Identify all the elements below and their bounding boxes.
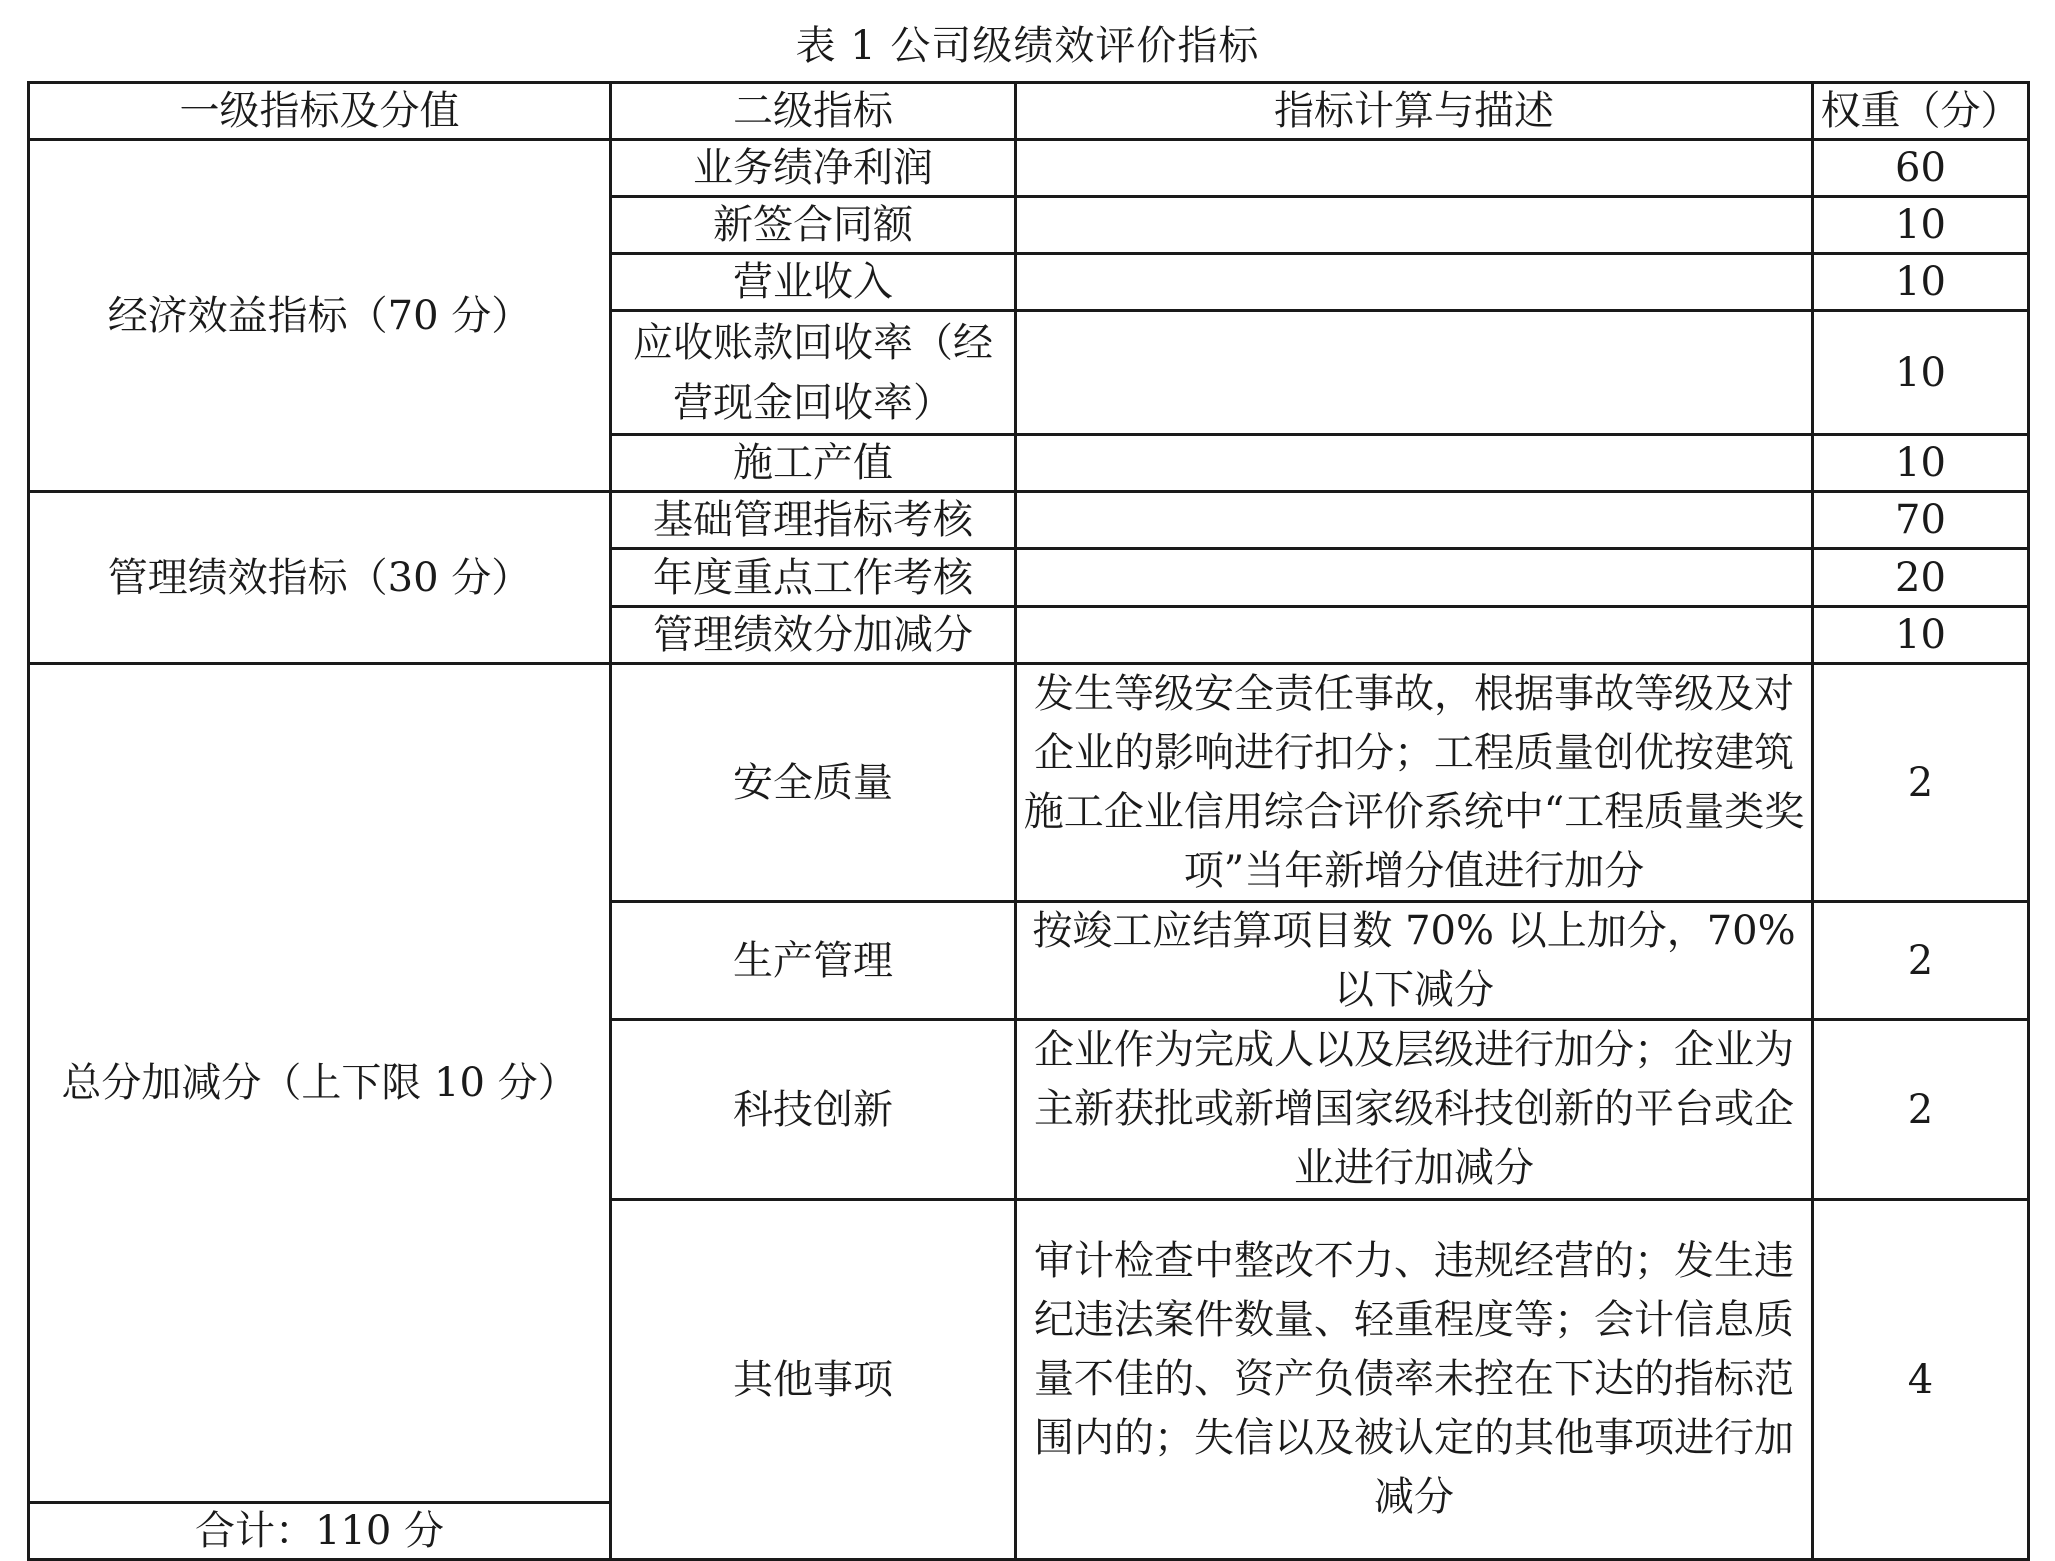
table-row-5-name: 基础管理指标考核 <box>609 490 1017 550</box>
table-row-5-description <box>1014 490 1814 550</box>
header-description: 指标计算与描述 <box>1014 81 1814 141</box>
table-row-3-name: 应收账款回收率（经营现金回收率） <box>609 309 1017 436</box>
table-row-8-description: 发生等级安全责任事故，根据事故等级及对企业的影响进行扣分；工程质量创优按建筑施工企业信用综合评价系统中“工程质量类奖项”当年新增分值进行加分 <box>1014 662 1814 903</box>
table-row-11-name: 其他事项 <box>609 1198 1017 1561</box>
table-row-2-name: 营业收入 <box>609 252 1017 312</box>
table-row-0-name: 业务绩净利润 <box>609 138 1017 198</box>
table-row-2-description <box>1014 252 1814 312</box>
table-row-7-description <box>1014 605 1814 665</box>
table-row-7-name: 管理绩效分加减分 <box>609 605 1017 665</box>
table-row-5-weight: 70 <box>1811 490 2030 550</box>
table-row-7-weight: 10 <box>1811 605 2030 665</box>
table-row-1-name: 新签合同额 <box>609 195 1017 255</box>
header-level1: 一级指标及分值 <box>27 81 612 141</box>
table-row-1-weight: 10 <box>1811 195 2030 255</box>
group-adjustment: 总分加减分（上下限 10 分） <box>27 662 612 1504</box>
table-row-9-description: 按竣工应结算项目数 70% 以上加分，70% 以下减分 <box>1014 900 1814 1021</box>
table-row-10-description: 企业作为完成人以及层级进行加分；企业为主新获批或新增国家级科技创新的平台或企业进行加减分 <box>1014 1018 1814 1201</box>
table-caption: 表 1 公司级绩效评价指标 <box>795 23 1260 69</box>
table-row-9-weight: 2 <box>1811 900 2030 1021</box>
table-row-4-description <box>1014 433 1814 493</box>
group-management: 管理绩效指标（30 分） <box>27 490 612 665</box>
table-row-1-description <box>1014 195 1814 255</box>
table-row-3-description <box>1014 309 1814 436</box>
table-row-3-weight: 10 <box>1811 309 2030 436</box>
header-weight: 权重（分） <box>1811 81 2030 141</box>
header-level2: 二级指标 <box>609 81 1017 141</box>
table-row-4-name: 施工产值 <box>609 433 1017 493</box>
group-total: 合计：110 分 <box>27 1501 612 1561</box>
table-row-4-weight: 10 <box>1811 433 2030 493</box>
table-row-11-description: 审计检查中整改不力、违规经营的；发生违纪违法案件数量、轻重程度等；会计信息质量不佳的、资产负债率未控在下达的指标范围内的；失信以及被认定的其他事项进行加减分 <box>1014 1198 1814 1561</box>
table-row-8-name: 安全质量 <box>609 662 1017 903</box>
table-row-10-name: 科技创新 <box>609 1018 1017 1201</box>
table-row-2-weight: 10 <box>1811 252 2030 312</box>
table-row-0-description <box>1014 138 1814 198</box>
table-row-0-weight: 60 <box>1811 138 2030 198</box>
table-row-10-weight: 2 <box>1811 1018 2030 1201</box>
group-economic: 经济效益指标（70 分） <box>27 138 612 493</box>
table-row-11-weight: 4 <box>1811 1198 2030 1561</box>
table-row-9-name: 生产管理 <box>609 900 1017 1021</box>
table-row-8-weight: 2 <box>1811 662 2030 903</box>
table-row-6-weight: 20 <box>1811 547 2030 608</box>
table-row-6-description <box>1014 547 1814 608</box>
table-row-6-name: 年度重点工作考核 <box>609 547 1017 608</box>
